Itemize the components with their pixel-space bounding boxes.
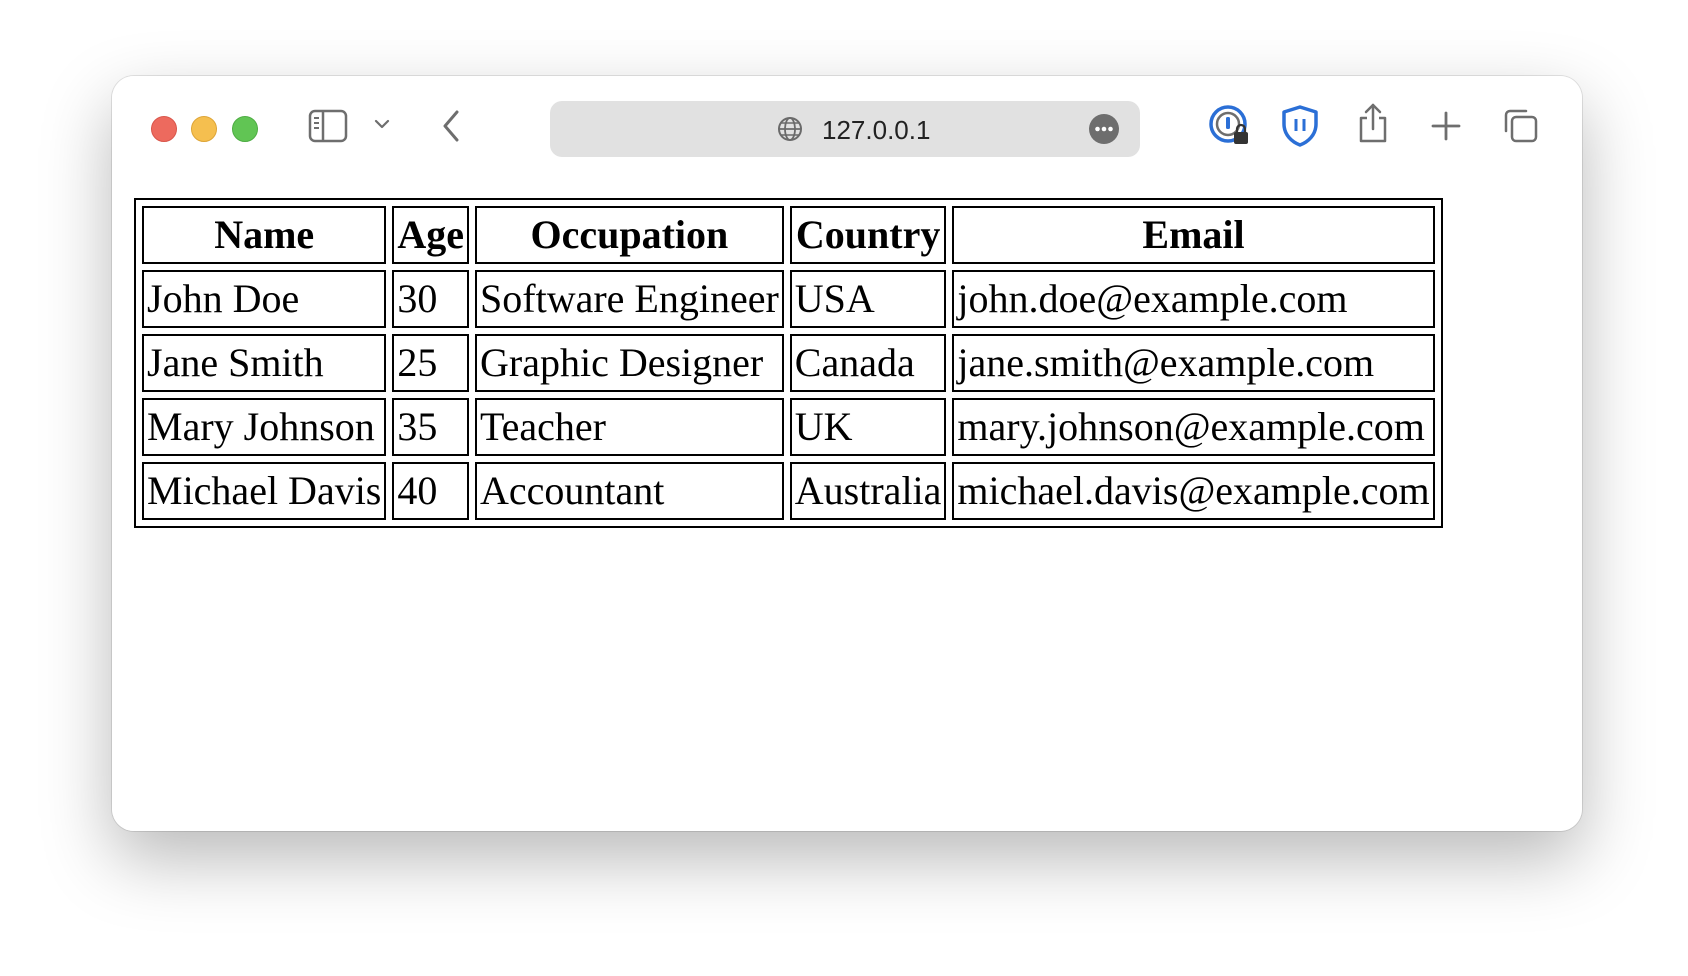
browser-window [112, 76, 1582, 831]
cell-email: john.doe@example.com [952, 270, 1434, 328]
cell-name: Jane Smith [142, 334, 386, 392]
header-country: Country [790, 206, 947, 264]
people-table [134, 198, 1443, 528]
globe-icon [777, 116, 803, 142]
header-email: Email [952, 206, 1434, 264]
table-row [142, 334, 1435, 392]
cell-age: 40 [392, 462, 469, 520]
table-row [142, 270, 1435, 328]
cell-age: 25 [392, 334, 469, 392]
cell-occupation: Graphic Designer [475, 334, 784, 392]
table-row [142, 462, 1435, 520]
header-age: Age [392, 206, 469, 264]
url-text[interactable]: 127.0.0.1 [822, 115, 931, 145]
cell-email: michael.davis@example.com [952, 462, 1434, 520]
browser-toolbar [112, 76, 1582, 180]
close-window-button[interactable] [151, 116, 177, 142]
cell-occupation: Teacher [475, 398, 784, 456]
share-icon[interactable] [1356, 102, 1390, 144]
password-manager-icon[interactable] [1208, 104, 1252, 148]
shield-extension-icon[interactable] [1280, 104, 1320, 148]
chevron-down-icon[interactable] [374, 118, 390, 130]
cell-country: UK [790, 398, 947, 456]
header-occupation: Occupation [475, 206, 784, 264]
plus-icon[interactable] [1430, 110, 1462, 142]
sidebar-icon[interactable] [308, 109, 348, 143]
cell-country: USA [790, 270, 947, 328]
minimize-window-button[interactable] [191, 116, 217, 142]
back-arrow-icon[interactable] [440, 108, 462, 144]
cell-country: Canada [790, 334, 947, 392]
address-bar[interactable] [550, 101, 1140, 157]
cell-name: Michael Davis [142, 462, 386, 520]
cell-email: jane.smith@example.com [952, 334, 1434, 392]
cell-email: mary.johnson@example.com [952, 398, 1434, 456]
cell-country: Australia [790, 462, 947, 520]
table-row [142, 398, 1435, 456]
zoom-window-button[interactable] [232, 116, 258, 142]
cell-name: Mary Johnson [142, 398, 386, 456]
cell-occupation: Software Engineer [475, 270, 784, 328]
tab-overview-icon[interactable] [1502, 107, 1540, 145]
cell-name: John Doe [142, 270, 386, 328]
cell-occupation: Accountant [475, 462, 784, 520]
cell-age: 35 [392, 398, 469, 456]
header-name: Name [142, 206, 386, 264]
page-content [112, 180, 1582, 831]
table-header-row [142, 206, 1435, 264]
more-icon[interactable] [1088, 113, 1120, 145]
cell-age: 30 [392, 270, 469, 328]
